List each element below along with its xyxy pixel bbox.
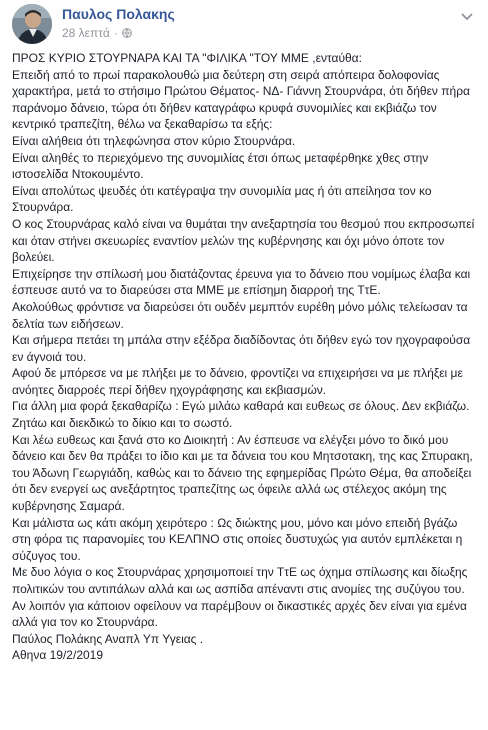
- post-paragraph: Είναι αληθές το περιεχόμενο της συνομιλίας έτσι όπως μεταφέρθηκε χθες στην ιστοσελίδα Ντοκουμέντο.: [12, 150, 429, 182]
- post-paragraph: Επιχείρησε την σπίλωσή μου διατάζοντας έρευνα για το δάνειο που νομίμως έλαβα και έσπευσε αυτό να το διαρεύσει στα ΜΜΕ με επίσημη διαρροή της ΤτΕ.: [12, 266, 471, 298]
- post-paragraph: Με δυο λόγια ο κος Στουρνάρας χρησιμοποιεί την ΤτΕ ως όχημα σπίλωσης και δίωξης πολιτικών του αντιπάλων αλλά και ως ασπίδα απέναντι στις ανομίες της συζύγου του.: [12, 565, 468, 596]
- post-paragraph: Είναι αλήθεια ότι τηλεφώνησα στον κύριο Στουρνάρα.: [12, 133, 296, 148]
- post-paragraph: Επειδή από το πρωί παρακολουθώ μια δεύτερη στη σειρά απόπειρα δολοφονίας χαρακτήρα, μετά το στήσιμο Πρώτου Θέματος- ΝΔ- Γιάννη Στουρνάρα, ότι δήθεν πήρα παράνομο δάνειο, τώρα ότι δήθεν καταγράφω κρυφά συνομιλίες και εκβιάζω τον κεντρικό τραπεζίτη, θέλω να ξεκαθαρίσω τα εξής:: [12, 67, 470, 132]
- post-paragraph: Και μάλιστα ως κάτι ακόμη χειρότερο : Ως διώκτης μου, μόνο και μόνο επειδή βγάζω στη φόρα τις παρανομίες του ΚΕΛΠΝΟ στις οποίες δυστυχώς για αυτόν εμπλέκεται η σύζυγος του.: [12, 515, 463, 563]
- post-paragraph: Αν λοιπόν για κάποιον οφείλουν να παρέμβουν οι δικαστικές αρχές δεν είναι για εμένα αλλά για τον κο Στουρνάρα.: [12, 598, 467, 630]
- post-paragraph: Και λέω ευθεως και ξανά στο κο Διοικητή : Αν έσπευσε να ελέγξει μόνο το δικό μου δάνειο και δεν θα πράξει το ίδιο και με τα δάνεια του κου Μητσοτακη, της κας Σπυρακη, του Άδωνη Γεωργιάδη, καθώς και το δάνειο της εφημερίδας Πρώτο Θέμα, θα αποδείξει ότι δεν ενεργεί ως ανεξάρτητος τραπεζίτης ως όφειλε αλλά ως στέλεχος ακόμη της κυβέρνησης Σαμαρά.: [12, 432, 473, 514]
- post-body: [12, 50, 478, 664]
- meta-separator: ·: [113, 26, 118, 40]
- post-paragraph: Αφού δε μπόρεσε να με πλήξει με το δάνειο, φροντίζει να επιχειρήσει να με πλήξει με ανόητες διαρροές περί δήθεν ηχογράφησης και εκβιασμών.: [12, 366, 463, 397]
- post-date: Αθηνα 19/2/2019: [12, 648, 104, 663]
- post-signature: Παύλος Πολάκης Αναπλ Υπ Υγειας .: [12, 631, 204, 646]
- post-meta: [62, 26, 132, 40]
- post-header: [0, 0, 488, 46]
- post-paragraph: Και σήμερα πετάει τη μπάλα στην εξέδρα διαδίδοντας ότι δήθεν εγώ τον ηχογραφούσα εν άγνοιά του.: [12, 333, 471, 364]
- post-paragraph: Ο κος Στουρνάρας καλό είναι να θυμάται την ανεξαρτησία του θεσμού που εκπροσωπεί και όταν στήνει σκευωρίες εναντίον μελών της κυβέρνησης και όχι μόνο όποτε τον βολεύει.: [12, 216, 475, 265]
- post-paragraph: Ακολούθως φρόντισε να διαρεύσει ότι ουδέν μεμπτόν ευρέθη μόνο μόλις τελείωσαν τα δελτία των ειδήσεων.: [12, 299, 468, 331]
- post-options-chevron-down-icon[interactable]: [458, 8, 476, 26]
- globe-icon[interactable]: [122, 28, 132, 38]
- post-paragraph: ΠΡΟΣ ΚΥΡΙΟ ΣΤΟΥΡΝΑΡΑ ΚΑΙ ΤΑ "ΦΙΛΙΚΑ "ΤΟΥ ΜΜΕ ,ενταύθα:: [12, 51, 362, 65]
- post-time[interactable]: 28 λεπτά: [62, 26, 110, 40]
- author-name[interactable]: Παυλος Πολακης: [62, 6, 175, 22]
- post-paragraph: Είναι απολύτως ψευδές ότι κατέγραψα την συνομιλία μας ή ότι απείλησα τον κο Στουρνάρα.: [12, 183, 432, 215]
- author-avatar[interactable]: [12, 4, 52, 44]
- post-paragraph: Για άλλη μια φορά ξεκαθαρίζω : Εγώ μιλάω καθαρά και ευθεως σε όλους. Δεν εκβιάζω. Ζητάω και διεκδικώ το δίκιο και το σωστό.: [12, 399, 470, 431]
- profile-photo-icon: [12, 4, 52, 44]
